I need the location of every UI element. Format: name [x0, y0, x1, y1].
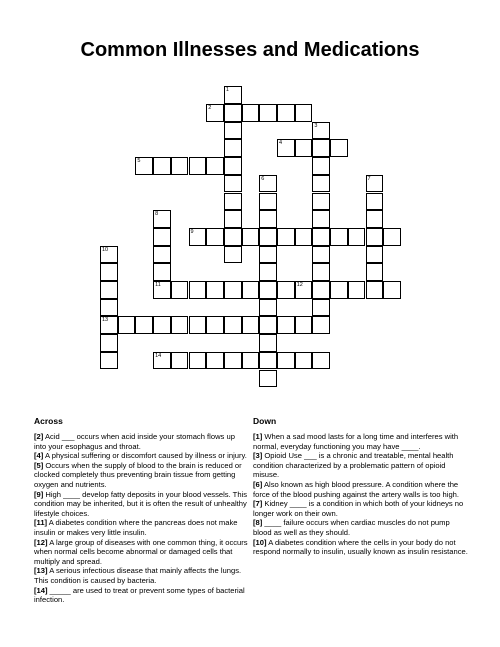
grid-cell[interactable] — [224, 246, 242, 264]
across-clue — [34, 451, 248, 461]
page-title: Common Illnesses and Medications — [80, 39, 420, 61]
grid-cell[interactable] — [171, 281, 189, 299]
down-clue — [253, 518, 469, 537]
across-heading: Across — [34, 416, 63, 426]
grid-cell[interactable] — [312, 352, 330, 370]
clue-number: 14 — [155, 352, 162, 359]
across-clue — [34, 586, 248, 605]
clue-number: [12] — [34, 537, 48, 547]
grid-cell[interactable] — [206, 157, 224, 175]
grid-cell[interactable] — [153, 281, 171, 299]
across-clues — [34, 416, 248, 605]
clue-number: [13] — [34, 566, 48, 576]
down-clue — [253, 432, 469, 451]
clue-number: [5] — [34, 460, 44, 470]
clue-number: [2] — [34, 432, 44, 441]
down-clue-list — [253, 432, 469, 557]
clue-number: [10] — [253, 537, 267, 547]
grid-cell[interactable] — [330, 139, 348, 157]
clue-text: Kidney ____ is a condition in which both of your kidneys no longer work on their own. — [253, 499, 464, 518]
grid-cell[interactable] — [277, 316, 295, 334]
grid-cell[interactable] — [135, 157, 153, 175]
grid-cell[interactable] — [189, 281, 207, 299]
grid-cell[interactable] — [206, 316, 224, 334]
grid-cell[interactable] — [366, 263, 384, 281]
clue-number: [14] — [34, 585, 48, 595]
clue-number: 10 — [102, 246, 109, 253]
grid-cell[interactable] — [153, 316, 171, 334]
clue-number: 8 — [155, 211, 159, 218]
grid-cell[interactable] — [224, 86, 242, 104]
grid-cell[interactable] — [189, 228, 207, 246]
grid-cell[interactable] — [277, 104, 295, 122]
grid-cell[interactable] — [277, 281, 295, 299]
clue-number: 13 — [102, 317, 109, 324]
grid-cell[interactable] — [224, 281, 242, 299]
grid-cell[interactable] — [224, 175, 242, 193]
across-clue-list — [34, 432, 248, 605]
clue-text: A serious infectious disease that mainly affects the lungs. This condition is caused by bacteria. — [34, 566, 242, 585]
grid-cell[interactable] — [330, 281, 348, 299]
grid-cell[interactable] — [224, 157, 242, 175]
clue-number: 1 — [225, 87, 229, 94]
clue-number: [8] — [253, 518, 263, 528]
clue-text: Opioid Use ___ is a chronic and treatable, mental health condition characterized by a problematic pattern of opioid misuse. — [253, 451, 454, 480]
grid-cell[interactable] — [224, 193, 242, 211]
grid-cell[interactable] — [348, 281, 366, 299]
grid-cell[interactable] — [366, 210, 384, 228]
clue-number: [6] — [253, 479, 263, 489]
grid-cell[interactable] — [383, 228, 401, 246]
grid-cell[interactable] — [100, 299, 118, 317]
grid-cell[interactable] — [259, 281, 277, 299]
across-clue — [34, 518, 248, 537]
clue-text: High ____ develop fatty deposits in your blood vessels. This condition may be inherited, but it is often the result of unhealthy lifestyle choices. — [34, 489, 248, 518]
clue-text: Acid ___ occurs when acid inside your stomach flows up into your esophagus and throat. — [34, 432, 235, 451]
grid-cell[interactable] — [242, 104, 260, 122]
clue-text: Also known as high blood pressure. A condition where the force of the blood pushing against the artery walls is too high. — [253, 479, 459, 499]
clue-number: [1] — [253, 432, 263, 441]
grid-cell[interactable] — [277, 352, 295, 370]
grid-cell[interactable] — [100, 352, 118, 370]
clue-number: [11] — [34, 518, 48, 528]
grid-cell[interactable] — [312, 175, 330, 193]
grid-cell[interactable] — [312, 316, 330, 334]
grid-cell[interactable] — [312, 281, 330, 299]
grid-cell[interactable] — [295, 139, 313, 157]
grid-cell[interactable] — [118, 316, 136, 334]
clue-text: A large group of diseases with one common thing, it occurs when normal cells become abnormal or damaged cells that multiply and spread. — [34, 537, 248, 566]
grid-cell[interactable] — [383, 281, 401, 299]
grid-cell[interactable] — [312, 299, 330, 317]
grid-cell[interactable] — [153, 263, 171, 281]
grid-cell[interactable] — [224, 210, 242, 228]
grid-cell[interactable] — [171, 157, 189, 175]
grid-cell[interactable] — [259, 352, 277, 370]
down-clue — [253, 451, 469, 480]
grid-cell[interactable] — [330, 228, 348, 246]
grid-cell[interactable] — [100, 281, 118, 299]
across-clue — [34, 538, 248, 567]
clue-number: 7 — [367, 175, 371, 182]
grid-cell[interactable] — [312, 193, 330, 211]
grid-cell[interactable] — [277, 228, 295, 246]
grid-cell[interactable] — [259, 334, 277, 352]
grid-cell[interactable] — [171, 352, 189, 370]
grid-cell[interactable] — [242, 316, 260, 334]
grid-cell[interactable] — [242, 228, 260, 246]
clue-number: 12 — [296, 282, 303, 288]
grid-cell[interactable] — [224, 139, 242, 157]
grid-cell[interactable] — [277, 139, 295, 157]
across-clue — [34, 490, 248, 519]
grid-cell[interactable] — [206, 104, 224, 122]
grid-cell[interactable] — [259, 246, 277, 264]
clue-number: 4 — [279, 140, 283, 147]
grid-cell[interactable] — [242, 352, 260, 370]
down-clue — [253, 480, 469, 499]
clue-number: [7] — [253, 499, 263, 509]
clue-number: 2 — [208, 105, 212, 111]
clue-number: 6 — [261, 175, 265, 182]
grid-cell[interactable] — [171, 316, 189, 334]
clue-text: A diabetes condition where the pancreas does not make insulin or makes very little insulin. — [34, 518, 238, 537]
grid-cell[interactable] — [295, 104, 313, 122]
clue-text: Occurs when the supply of blood to the brain is reduced or clocked completely thus preventing brain tissue from getting oxygen and nutrients. — [34, 460, 242, 489]
grid-cell[interactable] — [135, 316, 153, 334]
grid-cell[interactable] — [189, 157, 207, 175]
grid-cell[interactable] — [366, 228, 384, 246]
grid-cell[interactable] — [100, 263, 118, 281]
grid-cell[interactable] — [366, 175, 384, 193]
grid-cell[interactable] — [259, 263, 277, 281]
grid-cell[interactable] — [259, 299, 277, 317]
grid-cell[interactable] — [242, 281, 260, 299]
across-clue — [34, 461, 248, 490]
grid-cell[interactable] — [206, 352, 224, 370]
clue-text: ____ failure occurs when cardiac muscles do not pump blood as well as they should. — [253, 518, 450, 537]
grid-cell[interactable] — [312, 210, 330, 228]
grid-cell[interactable] — [189, 352, 207, 370]
clue-text: _____ are used to treat or prevent some types of bacterial infection. — [34, 585, 245, 605]
clue-number: [3] — [253, 451, 263, 461]
grid-cell[interactable] — [259, 193, 277, 211]
grid-cell[interactable] — [153, 352, 171, 370]
grid-cell[interactable] — [153, 246, 171, 264]
across-clue — [34, 432, 248, 451]
grid-cell[interactable] — [206, 281, 224, 299]
grid-cell[interactable] — [259, 210, 277, 228]
clue-number: 5 — [137, 158, 141, 165]
grid-cell[interactable] — [224, 122, 242, 140]
grid-cell[interactable] — [312, 157, 330, 175]
grid-cell[interactable] — [259, 175, 277, 193]
grid-cell[interactable] — [295, 281, 313, 299]
grid-cell[interactable] — [259, 228, 277, 246]
grid-cell[interactable] — [189, 316, 207, 334]
grid-cell[interactable] — [153, 157, 171, 175]
grid-cell[interactable] — [312, 139, 330, 157]
grid-cell[interactable] — [312, 246, 330, 264]
clue-number: 3 — [314, 122, 318, 129]
down-heading: Down — [253, 416, 277, 426]
grid-cell[interactable] — [153, 210, 171, 228]
clue-number: 11 — [155, 282, 161, 288]
grid-cell[interactable] — [224, 104, 242, 122]
grid-cell[interactable] — [224, 352, 242, 370]
grid-cell[interactable] — [366, 281, 384, 299]
clue-text: A physical suffering or discomfort caused by illness or injury. — [43, 451, 247, 461]
clue-number: [4] — [34, 451, 44, 461]
grid-cell[interactable] — [224, 228, 242, 246]
grid-cell[interactable] — [295, 352, 313, 370]
down-clue — [253, 538, 469, 557]
grid-cell[interactable] — [295, 228, 313, 246]
down-clues — [253, 416, 469, 557]
clue-text: When a sad mood lasts for a long time and interferes with normal, everyday functioning you may have ____. — [253, 432, 459, 451]
grid-cell[interactable] — [259, 316, 277, 334]
grid-cell[interactable] — [312, 122, 330, 140]
grid-cell[interactable] — [366, 193, 384, 211]
clue-text: A diabetes condition where the cells in your body do not respond normally to insulin, usually known as insulin resistance. — [253, 537, 468, 557]
grid-cell[interactable] — [312, 228, 330, 246]
grid-cell[interactable] — [100, 334, 118, 352]
grid-cell[interactable] — [259, 370, 277, 388]
grid-cell[interactable] — [224, 316, 242, 334]
grid-cell[interactable] — [100, 246, 118, 264]
grid-cell[interactable] — [348, 228, 366, 246]
clue-number: 9 — [190, 228, 194, 235]
grid-cell[interactable] — [206, 228, 224, 246]
grid-cell[interactable] — [259, 104, 277, 122]
across-clue — [34, 566, 248, 585]
grid-cell[interactable] — [366, 246, 384, 264]
grid-cell[interactable] — [295, 316, 313, 334]
grid-cell[interactable] — [153, 228, 171, 246]
grid-cell[interactable] — [312, 263, 330, 281]
clue-number: [9] — [34, 489, 44, 499]
down-clue — [253, 499, 469, 518]
grid-cell[interactable] — [100, 316, 118, 334]
